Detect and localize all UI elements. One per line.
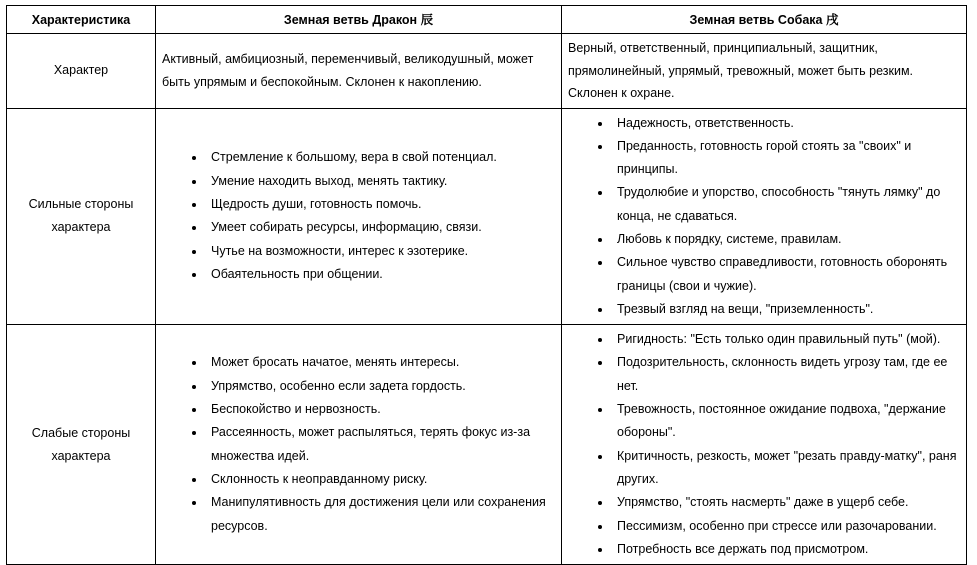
dragon-weaknesses-list [162, 351, 555, 537]
list-item: • Потребность все держать под присмотром. [612, 538, 960, 561]
dog-character-text: Верный, ответственный, принципиальный, защитник, прямолинейный, упрямый, тревожный, может быть резким. Склонен к охране. [562, 34, 967, 109]
list-item: • Умение находить выход, менять тактику. [206, 170, 555, 193]
list-item: • Сильное чувство справедливости, готовность оборонять границы (свои и чужие). [612, 251, 960, 298]
dragon-strengths-cell [156, 108, 562, 325]
header-characteristic: Характеристика [7, 6, 156, 34]
list-item: • Обаятельность при общении. [206, 263, 555, 286]
table-row-strengths [7, 108, 967, 325]
list-item: • Чутье на возможности, интерес к эзотерике. [206, 240, 555, 263]
list-item: • Преданность, готовность горой стоять за "своих" и принципы. [612, 135, 960, 182]
header-dog: Земная ветвь Собака 戌 [562, 6, 967, 34]
row-label: Слабые стороны характера [7, 325, 156, 565]
list-item: • Упрямство, "стоять насмерть" даже в ущерб себе. [612, 491, 960, 514]
list-item: • Любовь к порядку, системе, правилам. [612, 228, 960, 251]
list-item: • Рассеянность, может распыляться, терять фокус из-за множества идей. [206, 421, 555, 468]
list-item: • Упрямство, особенно если задета гордость. [206, 375, 555, 398]
dragon-character-text: Активный, амбициозный, переменчивый, великодушный, может быть упрямым и беспокойным. Склонен к накоплению. [156, 34, 562, 109]
dog-strengths-cell [562, 108, 967, 325]
list-item: • Щедрость души, готовность помочь. [206, 193, 555, 216]
dog-strengths-list [568, 112, 960, 322]
dragon-strengths-list [162, 146, 555, 286]
table-row-weaknesses [7, 325, 967, 565]
table-row-character [7, 34, 967, 109]
header-dragon: Земная ветвь Дракон 辰 [156, 6, 562, 34]
list-item: • Стремление к большому, вера в свой потенциал. [206, 146, 555, 169]
row-label: Характер [7, 34, 156, 109]
row-label: Сильные стороны характера [7, 108, 156, 325]
list-item: • Трезвый взгляд на вещи, "приземленность". [612, 298, 960, 321]
list-item: • Пессимизм, особенно при стрессе или разочаровании. [612, 515, 960, 538]
list-item: • Трудолюбие и упорство, способность "тянуть лямку" до конца, не сдаваться. [612, 181, 960, 228]
list-item: • Подозрительность, склонность видеть угрозу там, где ее нет. [612, 351, 960, 398]
list-item: • Критичность, резкость, может "резать правду-матку", раня других. [612, 445, 960, 492]
list-item: • Склонность к неоправданному риску. [206, 468, 555, 491]
dog-weaknesses-cell [562, 325, 967, 565]
list-item: • Беспокойство и нервозность. [206, 398, 555, 421]
dragon-weaknesses-cell [156, 325, 562, 565]
dog-weaknesses-list [568, 328, 960, 561]
header-row [7, 6, 967, 34]
comparison-table [6, 5, 967, 565]
list-item: • Надежность, ответственность. [612, 112, 960, 135]
list-item: • Тревожность, постоянное ожидание подвоха, "держание обороны". [612, 398, 960, 445]
list-item: • Ригидность: "Есть только один правильный путь" (мой). [612, 328, 960, 351]
list-item: • Умеет собирать ресурсы, информацию, связи. [206, 216, 555, 239]
list-item: • Манипулятивность для достижения цели или сохранения ресурсов. [206, 491, 555, 538]
list-item: • Может бросать начатое, менять интересы. [206, 351, 555, 374]
